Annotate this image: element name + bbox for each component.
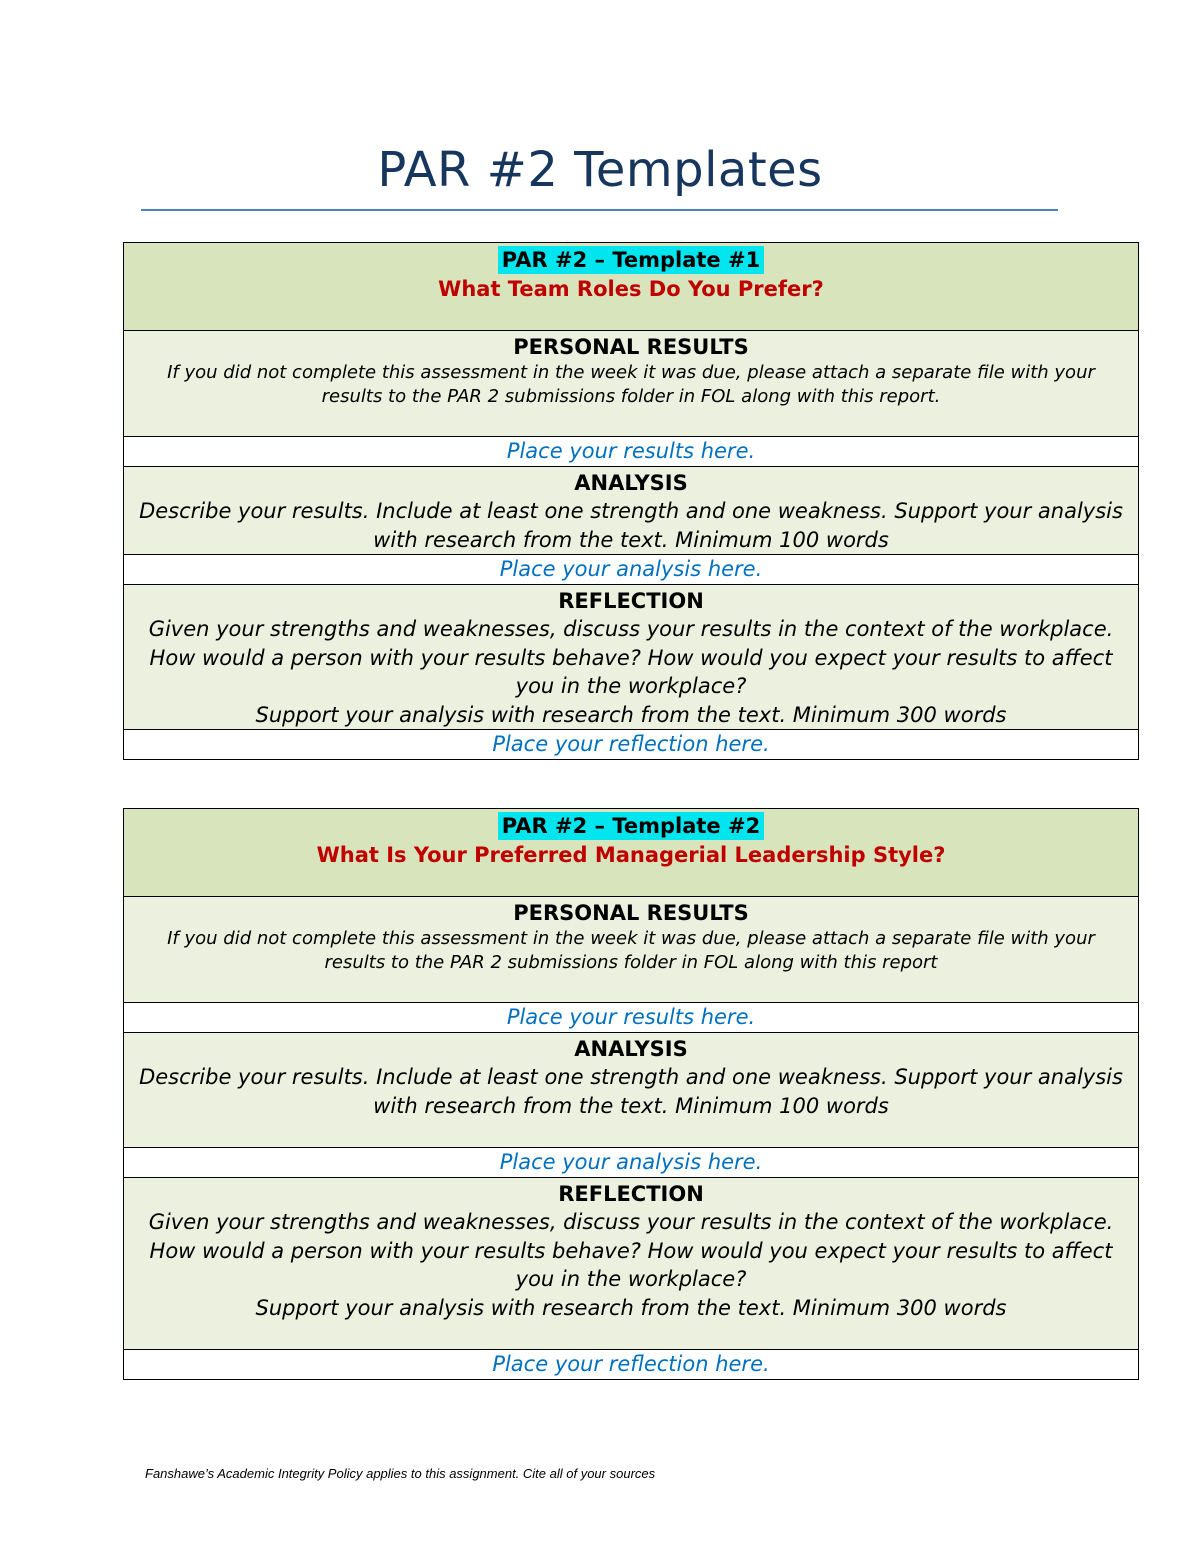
reflection-heading: REFLECTION — [558, 1182, 704, 1206]
reflection-heading: REFLECTION — [558, 589, 704, 613]
template-1-question: What Team Roles Do You Prefer? — [438, 277, 824, 301]
results-placeholder: Place your results here. — [506, 1005, 756, 1029]
analysis-placeholder: Place your analysis here. — [499, 557, 763, 581]
reflection-prompt-support: Support your analysis with research from the text. Minimum 300 words — [255, 702, 1007, 727]
template-1-results-field[interactable] — [124, 437, 1139, 467]
template-1-reflection-field[interactable] — [124, 730, 1139, 760]
reflection-prompt: Given your strengths and weaknesses, discuss your results in the context of the workplace. How would a person with your results behave? How would you expect your results to affect you in the workplace? — [148, 1210, 1114, 1291]
template-1-analysis-field[interactable] — [124, 555, 1139, 585]
template-2-results-field[interactable] — [124, 1003, 1139, 1033]
template-2-analysis-field[interactable] — [124, 1148, 1139, 1178]
template-2-question: What Is Your Preferred Managerial Leadership Style? — [316, 843, 946, 867]
template-1-reflection — [124, 585, 1139, 730]
template-1-personal-results — [124, 331, 1139, 437]
analysis-heading: ANALYSIS — [574, 471, 688, 495]
template-2-reflection — [124, 1178, 1139, 1350]
template-2-analysis — [124, 1033, 1139, 1148]
template-1-analysis — [124, 467, 1139, 555]
template-2-reflection-field[interactable] — [124, 1350, 1139, 1380]
reflection-placeholder: Place your reflection here. — [492, 1352, 770, 1376]
personal-results-note: If you did not complete this assessment in the week it was due, please attach a separate file with your results to the PAR 2 submissions folder in FOL along with this report. — [167, 362, 1095, 407]
footer-note: Fanshawe’s Academic Integrity Policy applies to this assignment. Cite all of your sources — [145, 1466, 656, 1481]
template-2-label: PAR #2 – Template #2 — [498, 812, 764, 840]
analysis-prompt: Describe your results. Include at least one strength and one weakness. Support your analysis with research from the text. Minimum 100 words — [139, 499, 1123, 552]
analysis-prompt: Describe your results. Include at least one strength and one weakness. Support your analysis with research from the text. Minimum 100 words — [139, 1065, 1123, 1118]
results-placeholder: Place your results here. — [506, 439, 756, 463]
template-1-table — [123, 242, 1139, 760]
personal-results-heading: PERSONAL RESULTS — [513, 335, 749, 359]
personal-results-note: If you did not complete this assessment in the week it was due, please attach a separate file with your results to the PAR 2 submissions folder in FOL along with this report — [167, 928, 1095, 973]
template-2-personal-results — [124, 897, 1139, 1003]
template-2-header — [124, 809, 1139, 897]
reflection-prompt-support: Support your analysis with research from the text. Minimum 300 words — [255, 1295, 1007, 1320]
personal-results-heading: PERSONAL RESULTS — [513, 901, 749, 925]
page-title: PAR #2 Templates — [377, 142, 823, 198]
analysis-placeholder: Place your analysis here. — [499, 1150, 763, 1174]
analysis-heading: ANALYSIS — [574, 1037, 688, 1061]
template-1-header — [124, 243, 1139, 331]
template-1-label: PAR #2 – Template #1 — [498, 246, 764, 274]
reflection-prompt: Given your strengths and weaknesses, discuss your results in the context of the workplace. How would a person with your results behave? How would you expect your results to affect you in the workplace? — [148, 617, 1114, 698]
title-underline — [141, 209, 1058, 211]
reflection-placeholder: Place your reflection here. — [492, 732, 770, 756]
template-2-table — [123, 808, 1139, 1380]
